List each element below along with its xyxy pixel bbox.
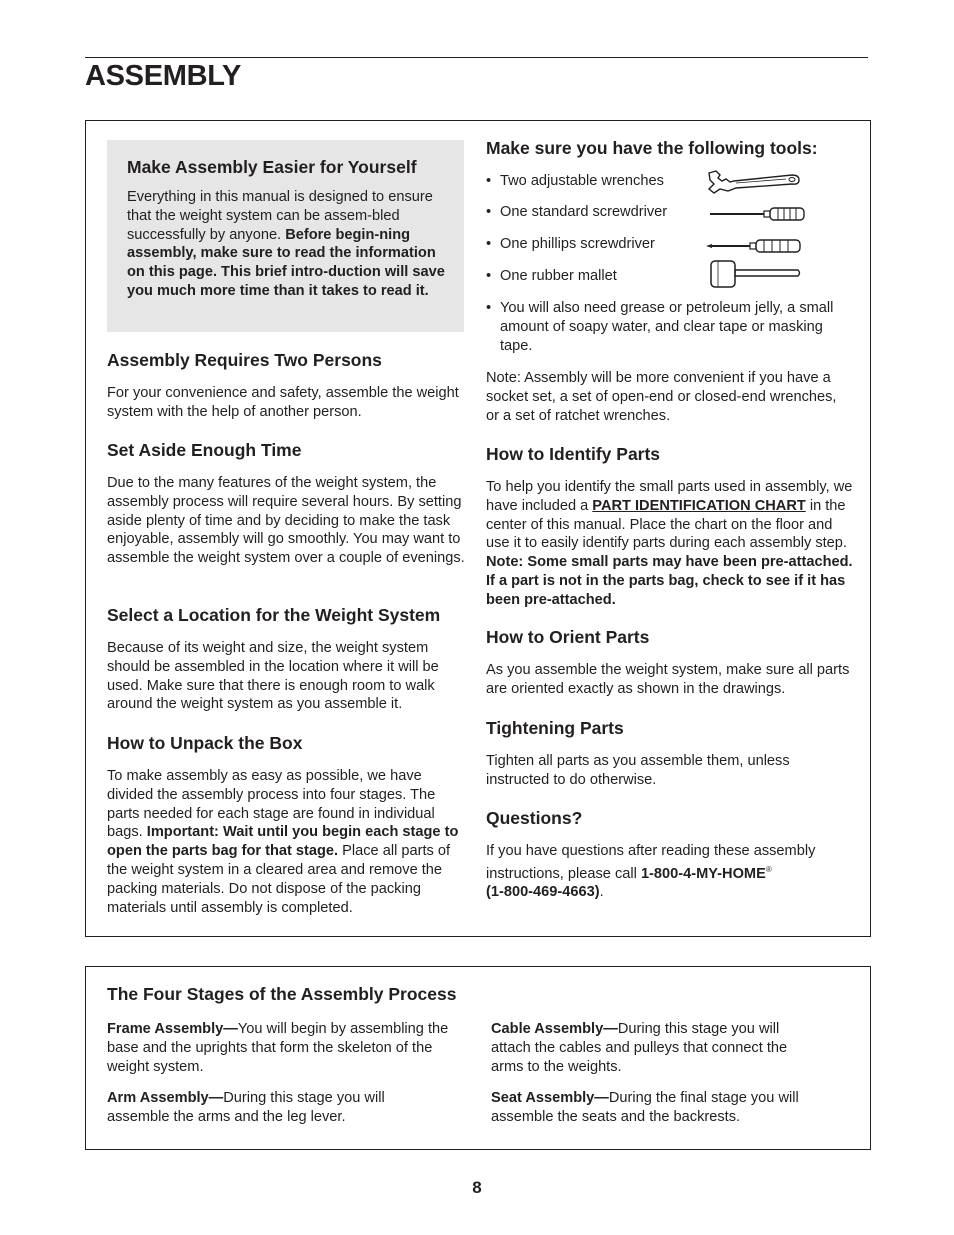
tighten-text: Tighten all parts as you assemble them, unless instructed to do otherwise. xyxy=(486,753,790,788)
seat-assembly-stage xyxy=(491,1089,841,1127)
adjustable-wrench-icon xyxy=(706,169,802,195)
tools-heading: Make sure you have the following tools: xyxy=(486,138,818,158)
seat-assembly-label: Seat Assembly— xyxy=(491,1090,609,1106)
easier-bold-text: Before begin-ning assembly, make sure to read the information on this page. This brief intro-duction will save you much more time than it takes to read it. xyxy=(127,226,445,299)
tool-label: One phillips screwdriver xyxy=(500,236,655,252)
seat-assembly-text: During the final stage you will assemble the seats and the backrests. xyxy=(491,1090,799,1125)
location-text: Because of its weight and size, the weight system should be assembled in the location where it will be used. Make sure that there is enough room to walk around the weight system as you assemble it. xyxy=(107,640,439,713)
unpack-heading: How to Unpack the Box xyxy=(107,733,303,753)
cable-assembly-text: During this stage you will attach the cables and pulleys that connect the arms to the weights. xyxy=(491,1021,788,1075)
arm-assembly-label: Arm Assembly— xyxy=(107,1090,224,1106)
tighten-heading: Tightening Parts xyxy=(486,718,624,738)
frame-assembly-text: You will begin by assembling the base and the uprights that form the skeleton of the weight system. xyxy=(107,1021,449,1075)
time-text: Due to the many features of the weight system, the assembly process will require several hours. By setting aside plenty of time and by deciding to make the task enjoyable, assembly will go smoothly. You may want to assemble the weight system over a couple of evenings. xyxy=(107,475,465,567)
questions-paragraph xyxy=(486,842,846,902)
identify-note: Note: Some small parts may have been pre-attached. If a part is not in the parts bag, check to see if it has been pre-attached. xyxy=(486,554,853,608)
unpack-paragraph xyxy=(107,767,467,917)
two-persons-heading: Assembly Requires Two Persons xyxy=(107,350,382,370)
cable-assembly-stage xyxy=(491,1020,821,1076)
phone-number: 1-800-4-MY-HOME xyxy=(640,865,766,882)
orient-text: As you assemble the weight system, make sure all parts are oriented exactly as shown in the drawings. xyxy=(486,662,850,697)
tool-extra-text: You will also need grease or petroleum jelly, a small amount of soapy water, and clear tape or masking tape. xyxy=(500,300,834,354)
page-number: 8 xyxy=(472,1178,482,1197)
arm-assembly-text: During this stage you will assemble the arms and the leg lever. xyxy=(107,1090,385,1125)
phillips-screwdriver-icon xyxy=(704,237,804,255)
identify-paragraph xyxy=(486,478,856,610)
questions-end: . xyxy=(599,884,604,901)
easier-text: Everything in this manual is designed to ensure that the weight system can be assem-bled successfully by anyone. xyxy=(127,189,433,243)
tool-label: One rubber mallet xyxy=(500,268,617,284)
tools-note: Note: Assembly will be more convenient if you have a socket set, a set of open-end or closed-end wrenches, or a set of ratchet wrenches. xyxy=(486,370,837,424)
tool-label: One standard screwdriver xyxy=(500,204,668,220)
identify-text: To help you identify the small parts used in assembly, we have included a xyxy=(486,479,853,514)
identify-heading: How to Identify Parts xyxy=(486,444,661,464)
unpack-text: To make assembly as easy as possible, we have divided the assembly process into four stages. The parts needed for each stage are found in individual bags. xyxy=(107,768,436,841)
standard-screwdriver-icon xyxy=(708,205,808,223)
page-title: ASSEMBLY xyxy=(85,60,242,92)
orient-heading: How to Orient Parts xyxy=(486,627,650,647)
top-rule xyxy=(85,57,868,58)
two-persons-text: For your convenience and safety, assemble the weight system with the help of another person. xyxy=(107,385,459,420)
identify-text-2: in the center of this manual. Place the chart on the floor and use it to easily identify parts during each assembly step. xyxy=(486,497,847,552)
easier-paragraph xyxy=(127,188,457,301)
phone-number-digits: (1-800-469-4663) xyxy=(486,884,600,901)
unpack-text-2: Place all parts of the weight system in a cleared area and remove the packing materials. Do not dispose of the packing materials until assembly is completed. xyxy=(107,843,451,916)
questions-text: If you have questions after reading these assembly instructions, please call xyxy=(486,843,816,882)
frame-assembly-label: Frame Assembly— xyxy=(107,1021,238,1037)
frame-assembly-stage xyxy=(107,1020,467,1076)
tool-label: Two adjustable wrenches xyxy=(500,173,664,189)
registered-mark: ® xyxy=(765,864,772,874)
location-heading: Select a Location for the Weight System xyxy=(107,605,441,625)
questions-heading: Questions? xyxy=(486,808,583,828)
easier-heading: Make Assembly Easier for Yourself xyxy=(127,157,417,177)
stages-heading: The Four Stages of the Assembly Process xyxy=(107,984,457,1004)
cable-assembly-label: Cable Assembly— xyxy=(491,1021,618,1037)
arm-assembly-stage xyxy=(107,1089,437,1127)
time-heading: Set Aside Enough Time xyxy=(107,440,302,460)
part-identification-chart-ref: PART IDENTIFICATION CHART xyxy=(592,497,806,514)
unpack-important: Important: Wait until you begin each stage to open the parts bag for that stage. xyxy=(107,824,459,860)
rubber-mallet-icon xyxy=(708,258,804,290)
